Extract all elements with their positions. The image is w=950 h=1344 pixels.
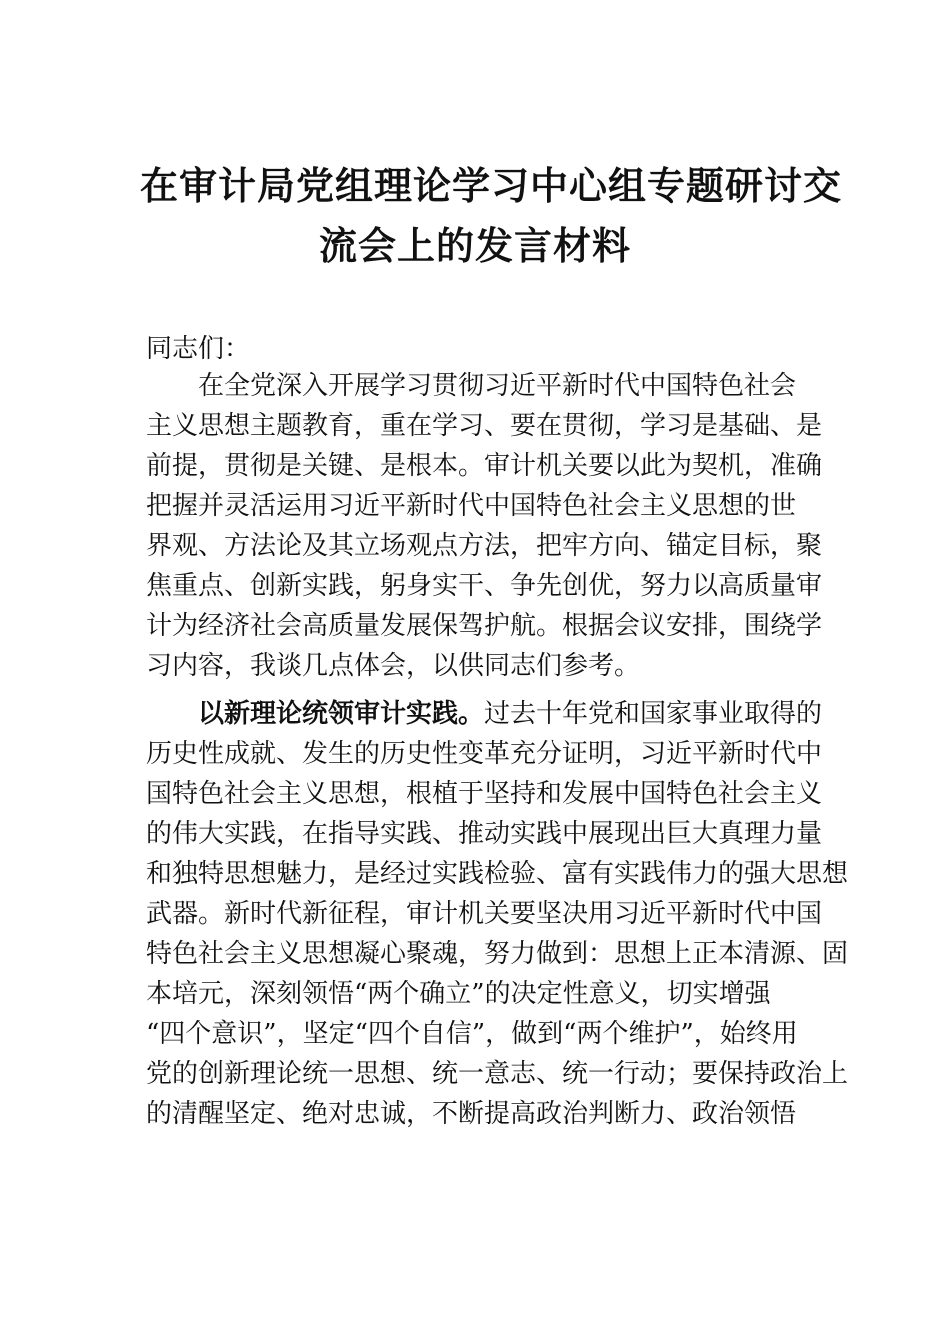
paragraph-2-first-line [146,695,888,733]
document-title-line-1: 在审计局党组理论学习中心组专题研讨交 [140,163,843,208]
paragraph-2-line: 特色社会主义思想凝心聚魂，努力做到：思想上正本清源、固 [146,939,849,969]
paragraph-1-line: 把握并灵活运用习近平新时代中国特色社会主义思想的世 [146,491,797,521]
paragraph-1-line: 界观、方法论及其立场观点方法，把牢方向、锚定目标，聚 [146,531,823,561]
paragraph-2-line: 的伟大实践，在指导实践、推动实践中展现出巨大真理力量 [146,819,823,849]
paragraph-2-line: 党的创新理论统一思想、统一意志、统一行动；要保持政治上 [146,1059,849,1089]
paragraph-2-lead: 以新理论统领审计实践。 [198,699,485,729]
paragraph-1-line: 主义思想主题教育，重在学习、要在贯彻，学习是基础、是 [146,411,823,441]
paragraph-1-line: 焦重点、创新实践，躬身实干、争先创优，努力以高质量审 [146,571,823,601]
paragraph-2-line: “四个意识”，坚定“四个自信”，做到“两个维护”，始终用 [146,1019,798,1049]
paragraph-2-line: 的清醒坚定、绝对忠诚，不断提高政治判断力、政治领悟 [146,1099,797,1129]
paragraph-1-line: 习内容，我谈几点体会，以供同志们参考。 [146,651,641,681]
paragraph-2-line: 历史性成就、发生的历史性变革充分证明，习近平新时代中 [146,739,823,769]
paragraph-2-line: 武器。新时代新征程，审计机关要坚决用习近平新时代中国 [146,899,823,929]
paragraph-1-line: 前提，贯彻是关键、是根本。审计机关要以此为契机，准确 [146,451,823,481]
paragraph-2-line: 国特色社会主义思想，根植于坚持和发展中国特色社会主义 [146,779,823,809]
paragraph-2-line: 本培元，深刻领悟“两个确立”的决定性意义，切实增强 [146,979,771,1009]
paragraph-1-line: 在全党深入开展学习贯彻习近平新时代中国特色社会 [198,371,797,401]
paragraph-1-line: 计为经济社会高质量发展保驾护航。根据会议安排，围绕学 [146,611,823,641]
document-title-line-2: 流会上的发言材料 [318,223,631,268]
paragraph-2-line: 和独特思想魅力，是经过实践检验、富有实践伟力的强大思想 [146,859,849,889]
paragraph-2-first-rest: 过去十年党和国家事业取得的 [484,699,823,729]
greeting: 同志们： [146,334,251,364]
